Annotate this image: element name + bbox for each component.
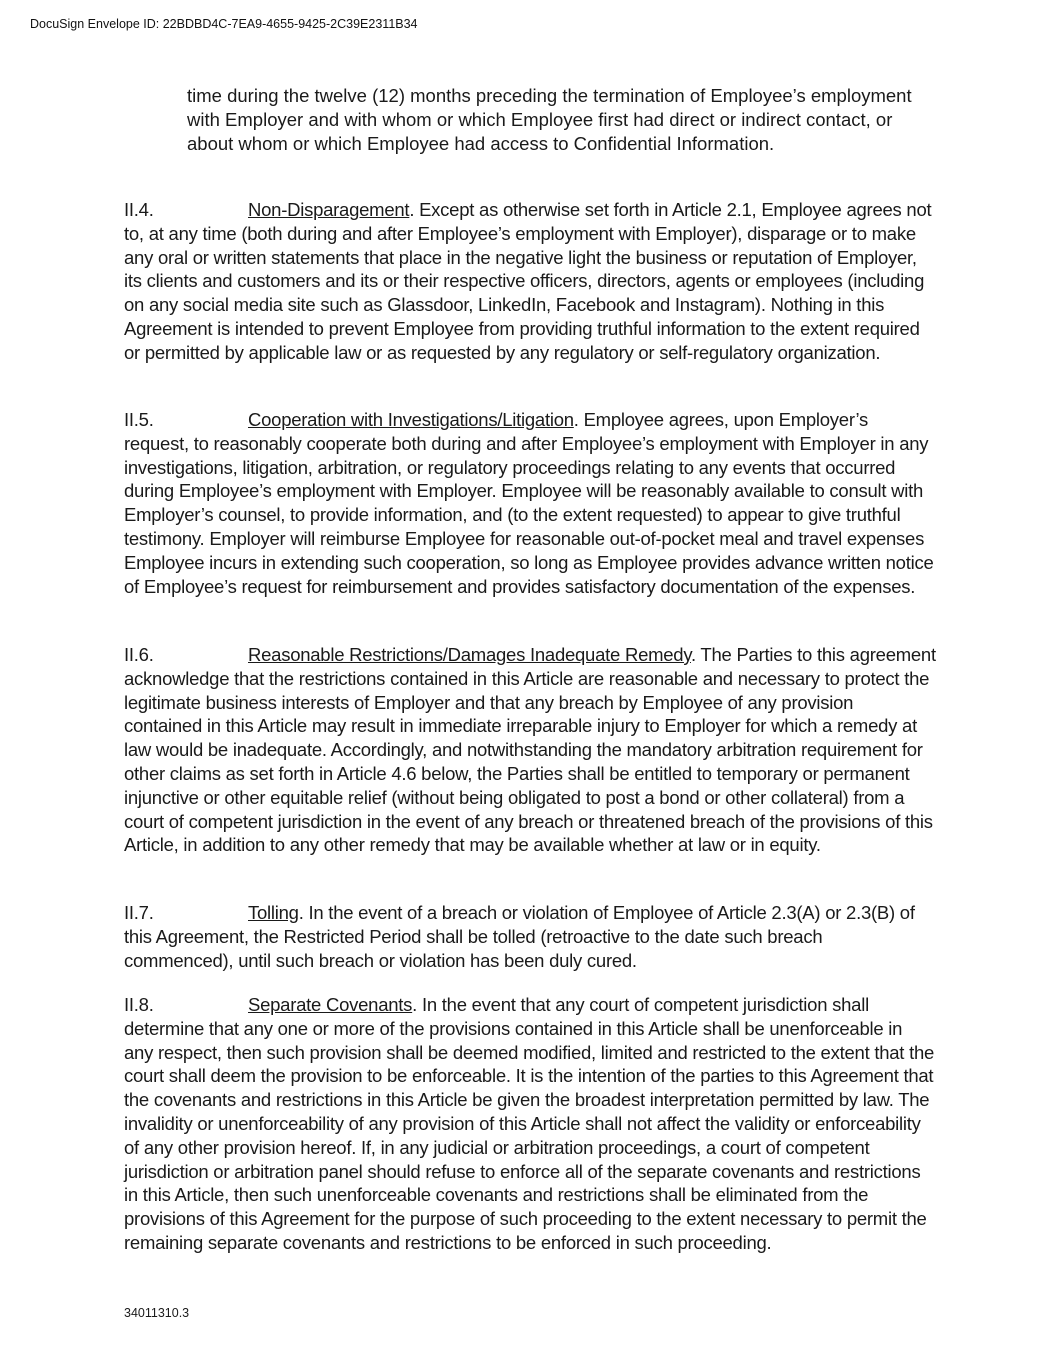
- section-heading: Non-Disparagement: [248, 199, 410, 220]
- section-number: II.4.: [124, 199, 154, 220]
- section-body: . In the event that any court of competent jurisdiction shall determine that any one or more of the provisions contained in this Article shall be unenforceable in any respect, then such provision shall be deemed modified, limited and restricted to the extent that the court shall deem the provision to be enforceable. It is the intention of the parties to this Agreement that the covenants and restrictions in this Article be given the broadest interpretation permitted by law. The invalidity or unenforceability of any provision of this Article shall not affect the validity or enforceability of any other provision hereof. If, in any judicial or arbitration proceedings, a court of competent jurisdiction or arbitration panel should refuse to enforce all of the separate covenants and restrictions in this Article, then such unenforceable covenants and restrictions shall be eliminated from the provisions of this Agreement for the purpose of such proceeding to the extent necessary to permit the remaining separate covenants and restrictions to be enforced in such proceeding.: [124, 994, 935, 1253]
- document-number: 34011310.3: [124, 1306, 190, 1320]
- section-ii-6: [124, 643, 936, 857]
- section-heading: Cooperation with Investigations/Litigation: [248, 409, 574, 430]
- section-number: II.8.: [124, 994, 154, 1015]
- section-number: II.5.: [124, 409, 154, 430]
- section-heading: Tolling: [248, 902, 299, 923]
- section-number: II.7.: [124, 902, 154, 923]
- section-heading: Reasonable Restrictions/Damages Inadequate Remedy: [248, 644, 691, 665]
- section-number: II.6.: [124, 644, 154, 665]
- section-ii-7: [124, 901, 936, 972]
- section-ii-4: [124, 198, 936, 365]
- section-body: . The Parties to this agreement acknowledge that the restrictions contained in this Article are reasonable and necessary to protect the legitimate business interests of Employer and that any breach by Employee of any provision contained in this Article may result in immediate irreparable injury to Employer for which a remedy at law would be inadequate. Accordingly, and notwithstanding the mandatory arbitration requirement for other claims as set forth in Article 4.6 below, the Parties shall be entitled to temporary or permanent injunctive or other equitable relief (without being obligated to post a bond or other collateral) from a court of competent jurisdiction in the event of any breach or threatened breach of the provisions of this Article, in addition to any other remedy that may be available whether at law or in equity.: [124, 644, 936, 856]
- continuation-paragraph: time during the twelve (12) months preceding the termination of Employee’s employment with Employer and with whom or which Employee first had direct or indirect contact, or about whom or which Employee had access to Confidential Information.: [187, 85, 912, 154]
- section-body: . Except as otherwise set forth in Article 2.1, Employee agrees not to, at any time (both during and after Employee’s employment with Employer), disparage or to make any oral or written statements that place in the negative light the business or reputation of Employer, its clients and customers and its or their respective officers, directors, agents or employees (including on any social media site such as Glassdoor, LinkedIn, Facebook and Instagram). Nothing in this Agreement is intended to prevent Employee from providing truthful information to the extent required or permitted by applicable law or as requested by any regulatory or self-regulatory organization.: [124, 199, 932, 363]
- section-heading: Separate Covenants: [248, 994, 413, 1015]
- section-ii-8: [124, 993, 936, 1255]
- section-ii-5: [124, 408, 936, 598]
- section-body: . Employee agrees, upon Employer’s request, to reasonably cooperate both during and after Employee’s employment with Employer in any investigations, litigation, arbitration, or regulatory proceedings relating to any events that occurred during Employee’s employment with Employer. Employee will be reasonably available to consult with Employer’s counsel, to provide information, and (to the extent requested) to appear to give truthful testimony. Employer will reimburse Employee for reasonable out-of-pocket meal and travel expenses Employee incurs in extending such cooperation, so long as Employee provides advance written notice of Employee’s request for reimbursement and provides satisfactory documentation of the expenses.: [124, 409, 934, 597]
- docusign-envelope-id: DocuSign Envelope ID: 22BDBD4C-7EA9-4655-9425-2C39E2311B34: [30, 17, 418, 31]
- section-body: . In the event of a breach or violation of Employee of Article 2.3(A) or 2.3(B) of this Agreement, the Restricted Period shall be tolled (retroactive to the date such breach commenced), until such breach or violation has been duly cured.: [124, 902, 915, 971]
